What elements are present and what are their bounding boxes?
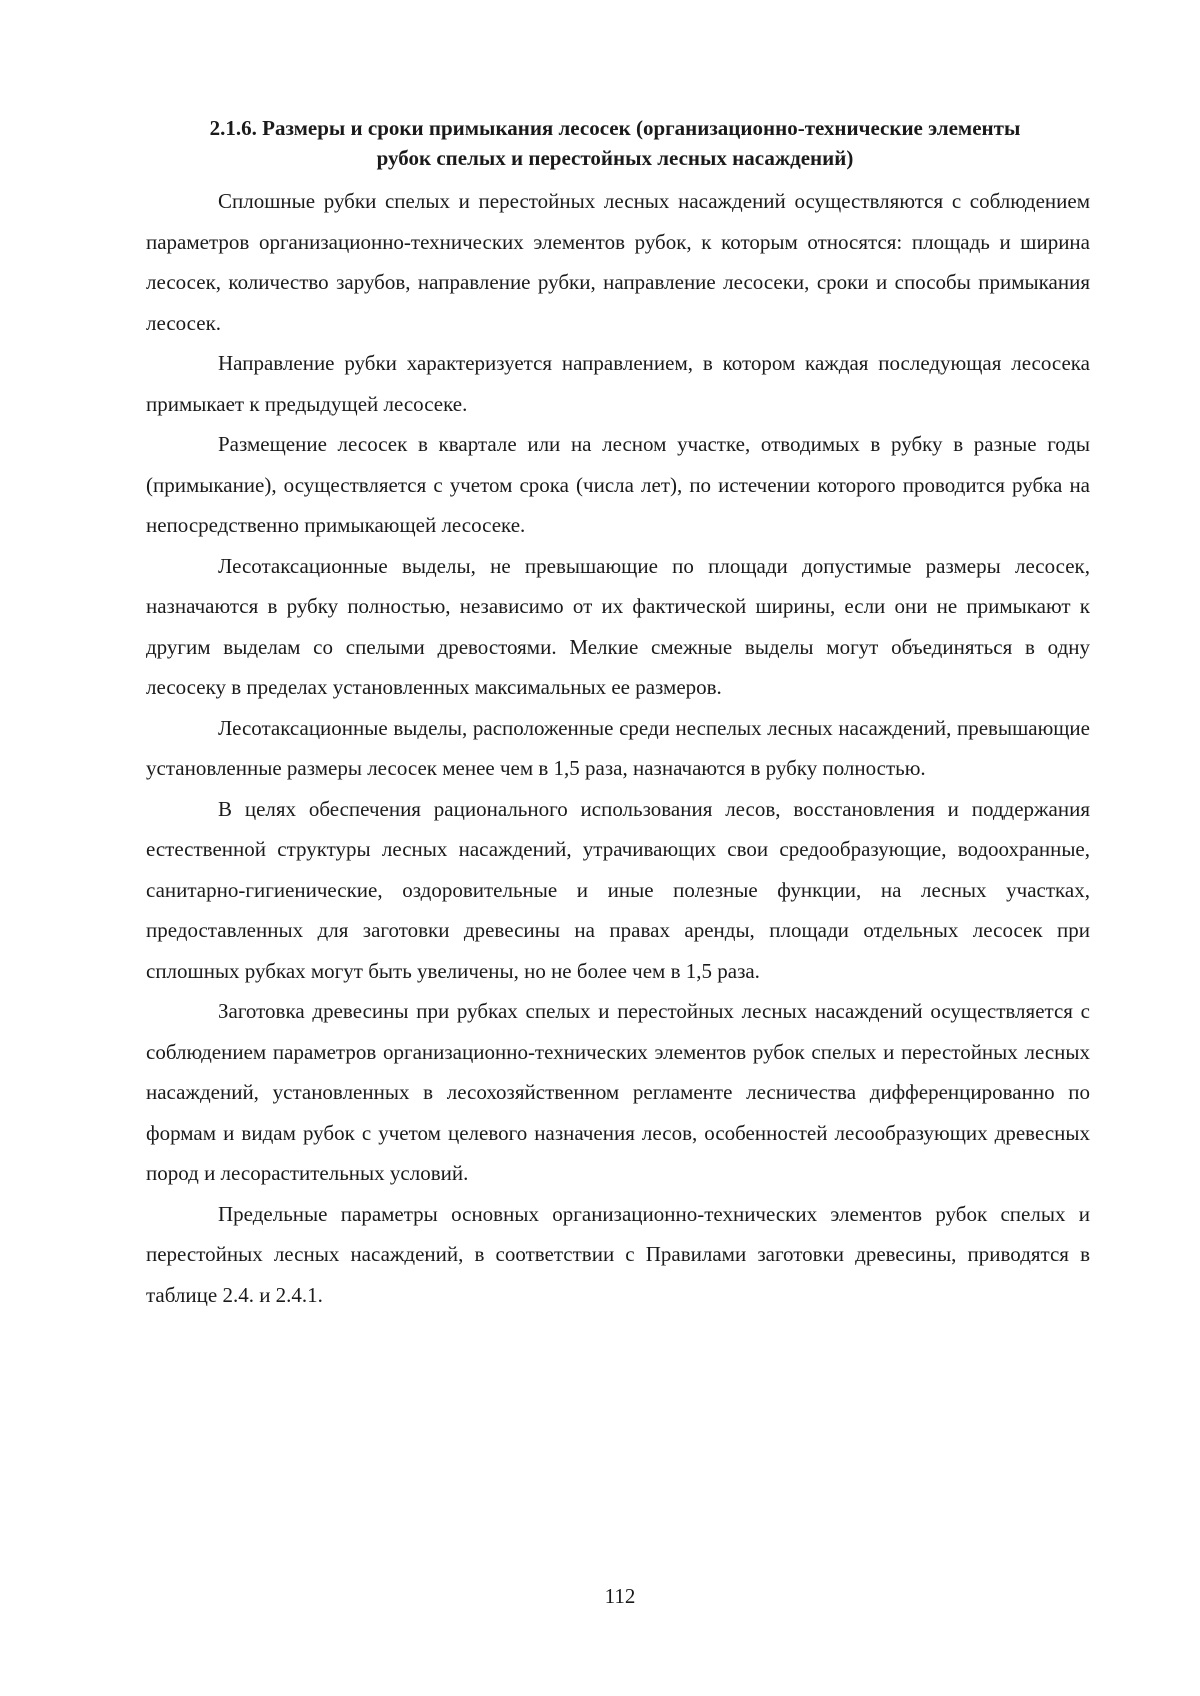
- paragraph-1: Сплошные рубки спелых и перестойных лесных насаждений осуществляются с соблюдением параметров организационно-технических элементов рубок, к которым относятся: площадь и ширина лесосек, количество зарубов, направление рубки, направление лесосеки, сроки и способы примыкания лесосек.: [146, 189, 1090, 335]
- body-text: [146, 181, 1090, 1315]
- page-number: 112: [604, 1584, 636, 1608]
- paragraph-4: Лесотаксационные выделы, не превышающие по площади допустимые размеры лесосек, назначаются в рубку полностью, независимо от их фактической ширины, если они не примыкают к другим выделам со спелыми древостоями. Мелкие смежные выделы могут объединяться в одну лесосеку в пределах установленных максимальных ее размеров.: [146, 553, 1090, 699]
- paragraph-7: Заготовка древесины при рубках спелых и перестойных лесных насаждений осуществляется с соблюдением параметров организационно-технических элементов рубок спелых и перестойных лесных насаждений, установленных в лесохозяйственном регламенте лесничества дифференцированно по формам и видам рубок с учетом целевого назначения лесов, особенностей лесообразующих древесных пород и лесорастительных условий.: [146, 999, 1090, 1185]
- paragraph-8: Предельные параметры основных организационно-технических элементов рубок спелых и перестойных лесных насаждений, в соответствии с Правилами заготовки древесины, приводятся в таблице 2.4. и 2.4.1.: [146, 1201, 1090, 1307]
- paragraph-5: Лесотаксационные выделы, расположенные среди неспелых лесных насаждений, превышающие установленные размеры лесосек менее чем в 1,5 раза, назначаются в рубку полностью.: [146, 715, 1090, 780]
- section-heading-line-1: 2.1.6. Размеры и сроки примыкания лесосек (организационно-технические элементы: [209, 116, 1021, 140]
- section-heading: [140, 113, 1090, 173]
- section-heading-line-2: рубок спелых и перестойных лесных насаждений): [376, 146, 854, 170]
- paragraph-2: Направление рубки характеризуется направлением, в котором каждая последующая лесосека примыкает к предыдущей лесосеке.: [146, 351, 1090, 416]
- paragraph-6: В целях обеспечения рационального использования лесов, восстановления и поддержания естественной структуры лесных насаждений, утрачивающих свои средообразующие, водоохранные, санитарно-гигиенические, оздоровительные и иные полезные функции, на лесных участках, предоставленных для заготовки древесины на правах аренды, площади отдельных лесосек при сплошных рубках могут быть увеличены, но не более чем в 1,5 раза.: [146, 796, 1090, 983]
- paragraph-3: Размещение лесосек в квартале или на лесном участке, отводимых в рубку в разные годы (примыкание), осуществляется с учетом срока (числа лет), по истечении которого проводится рубка на непосредственно примыкающей лесосеке.: [146, 432, 1090, 537]
